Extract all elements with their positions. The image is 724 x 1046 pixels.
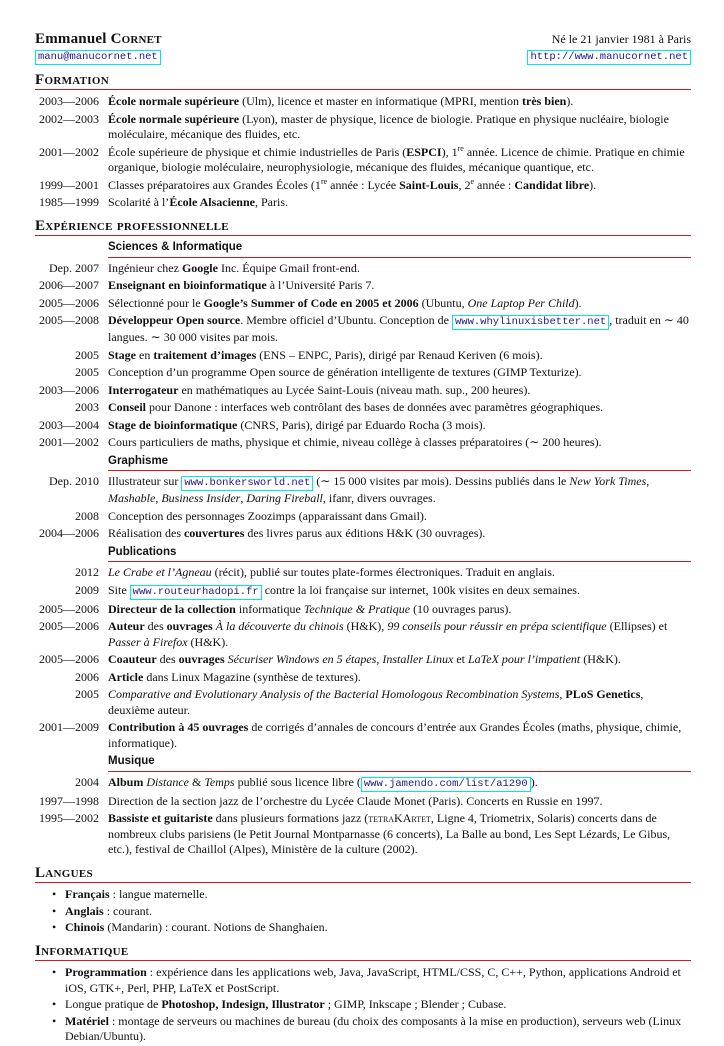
text-segment: dans plusieurs formations jazz ( <box>212 811 369 825</box>
entry-row <box>35 794 691 810</box>
text-segment: année : Lycée <box>327 177 400 192</box>
entry-description <box>108 811 691 858</box>
entry-description <box>108 145 691 176</box>
entry-row <box>35 418 691 434</box>
url-link[interactable]: www.whylinuxisbetter.net <box>452 315 609 330</box>
entry-date: 2001—2009 <box>39 720 99 734</box>
bold-segment: ESPCI <box>406 144 442 159</box>
text-segment: (H&K). <box>187 634 229 649</box>
bold-segment: École normale supérieure <box>108 94 240 108</box>
entry-row <box>35 400 691 416</box>
italic-segment: Sécuriser Windows en 5 étapes, Installer Linux <box>227 652 454 666</box>
entry-description <box>108 365 691 381</box>
entry-row <box>35 509 691 525</box>
entry-date: 2005—2006 <box>39 619 99 633</box>
text-segment: et <box>453 652 468 666</box>
website-link[interactable]: http://www.manucornet.net <box>527 50 691 65</box>
text-segment: Illustrateur sur <box>108 474 182 488</box>
text-segment: Conception d’un programme Open source de génération intelligente de textures (GIMP Texturize). <box>108 365 582 379</box>
text-segment: Site <box>108 582 130 597</box>
entry-description <box>108 94 691 110</box>
bold-segment: Contribution à 45 ouvrages <box>108 720 249 734</box>
entry-date: 2008 <box>75 508 99 523</box>
superscript: re <box>457 143 464 153</box>
superscript: re <box>320 176 328 186</box>
bold-segment: École Alsacienne <box>169 195 255 209</box>
entry-description <box>108 602 691 618</box>
url-link[interactable]: www.jamendo.com/list/a1290 <box>361 777 531 792</box>
entry-date: 2004—2006 <box>39 526 99 540</box>
langues-list <box>35 887 691 936</box>
text-segment: (Ellipses) et <box>606 619 668 633</box>
bold-segment: ouvrages <box>178 652 225 666</box>
entry-row <box>35 687 691 718</box>
text-segment: Inc. Équipe Gmail front-end. <box>217 260 360 275</box>
informatique-list <box>35 965 691 1045</box>
text-segment: (H&K). <box>580 652 621 666</box>
text-segment: (Mandarin) : courant. Notions de Shanghaien. <box>104 920 328 934</box>
section-langues: Langues <box>35 866 691 884</box>
italic-segment: Passer à Firefox <box>108 634 188 649</box>
italic-segment: LaTeX pour l’impatient <box>468 652 581 666</box>
subsection-publications: Publications <box>108 545 691 563</box>
entry-row <box>35 178 691 194</box>
text-segment: , Ligne 4, Triometrix, Solaris) concerts dans de nombreux clubs parisiens (le Petit Journal Montparnasse (6 concerts), La Balle au bond, Les Sept Lézards, Le Gibus, etc.), festival de Chaillol (Alpes), Ministère de la culture (2002). <box>108 811 671 856</box>
bold-segment: École normale supérieure <box>108 111 240 126</box>
superscript: e <box>470 176 475 186</box>
entry-row <box>35 313 691 346</box>
entry-date: Dep. 2010 <box>49 474 99 488</box>
entry-description <box>108 565 691 581</box>
text-segment: : expérience dans les applications web, Java, JavaScript, HTML/CSS, C, C++, Python, applications Android et iOS, GTK+, Perl, PHP, LaTeX et PostScript. <box>65 965 681 995</box>
entry-description <box>108 278 691 294</box>
entry-description <box>108 775 691 792</box>
entry-date: 2005—2006 <box>39 601 99 616</box>
bold-segment: Interrogateur <box>108 382 179 397</box>
entry-row <box>35 526 691 542</box>
text-segment: , Paris. <box>254 195 288 209</box>
list-item <box>65 887 691 903</box>
text-segment: (CNRS, Paris), dirigé par Eduardo Rocha (3 mois). <box>237 417 486 432</box>
entry-date: 2012 <box>75 565 99 579</box>
text-segment: . Membre officiel d’Ubuntu. Conception de <box>240 313 452 327</box>
entry-date: 2003—2006 <box>39 94 99 108</box>
entry-date: Dep. 2007 <box>49 260 99 275</box>
entry-date: 2003—2004 <box>39 417 99 432</box>
text-segment: ). <box>530 774 538 789</box>
italic-segment: 99 conseils pour réussir en prépa scientifique <box>387 619 607 633</box>
entry-date: 2001—2002 <box>39 144 99 159</box>
entry-description <box>108 348 691 364</box>
bold-segment: Anglais <box>65 903 104 918</box>
text-segment: en <box>136 347 154 362</box>
cv-page <box>35 32 691 1046</box>
entry-description <box>108 619 691 650</box>
text-segment: des <box>144 619 167 633</box>
text-segment: des livres parus aux éditions H&K (30 ouvrages). <box>244 526 486 540</box>
italic-segment: Business Insider <box>161 491 241 505</box>
section-informatique: Informatique <box>35 944 691 962</box>
entry-row <box>35 474 691 507</box>
bold-segment: Coauteur <box>108 652 157 666</box>
text-segment: ; GIMP, Inkscape ; Blender ; Cubase. <box>324 997 507 1011</box>
entry-row <box>35 94 691 110</box>
entry-row <box>35 583 691 600</box>
entry-description <box>108 418 691 434</box>
url-link[interactable]: www.bonkersworld.net <box>181 476 313 491</box>
text-segment: ). <box>589 177 597 192</box>
bold-segment: Stage <box>108 347 136 362</box>
italic-segment: Comparative and Evolutionary Analysis of the Bacterial Homologous Recombination Systems <box>108 687 560 701</box>
entry-row <box>35 278 691 294</box>
entry-date: 2005 <box>75 687 99 701</box>
text-segment: , traduit en ∼ 40 langues. ∼ 30 000 visites par mois. <box>108 313 689 344</box>
list-item <box>65 920 691 936</box>
section-experience: Expérience professionnelle <box>35 219 691 237</box>
text-segment: , <box>240 491 247 505</box>
entry-description <box>108 670 691 686</box>
text-segment: ). <box>566 94 574 108</box>
text-segment: (Lyon), master de physique, licence de biologie. Pratique en physique nucléaire, biologie moléculaire, mécanique des fluides, etc. <box>108 111 669 141</box>
list-item <box>65 997 691 1013</box>
entry-description <box>108 526 691 542</box>
text-segment: École supérieure de physique et chimie industrielles de Paris ( <box>108 144 407 159</box>
text-segment: , deuxième auteur. <box>108 687 644 717</box>
entry-description <box>108 383 691 399</box>
text-segment: des <box>156 652 179 666</box>
entry-description <box>108 794 691 810</box>
text-segment: (ENS – ENPC, Paris), dirigé par Renaud Keriven (6 mois). <box>256 347 543 362</box>
text-segment: , ifanr, divers ouvrages. <box>322 491 436 505</box>
entry-date: 2001—2002 <box>39 435 99 449</box>
entry-description <box>108 261 691 277</box>
list-item <box>65 904 691 920</box>
text-segment: : langue maternelle. <box>109 887 208 901</box>
bold-segment: Conseil <box>108 400 147 414</box>
italic-segment: One Laptop Per Child <box>467 295 575 310</box>
entry-row <box>35 383 691 399</box>
entry-description <box>108 509 691 525</box>
entry-row <box>35 720 691 751</box>
entry-description <box>108 112 691 143</box>
section-formation: Formation <box>35 73 691 91</box>
entry-description <box>108 313 691 346</box>
entry-row <box>35 602 691 618</box>
text-segment: contre la loi française sur internet, 100k visites en deux semaines. <box>261 582 580 597</box>
text-segment: Cours particuliers de maths, physique et chimie, niveau collège à classes préparatoires (∼ 200 heures). <box>108 435 602 449</box>
entry-description <box>108 195 691 211</box>
first-name: Emmanuel <box>35 31 107 47</box>
smallcaps-segment: tetraKArtet <box>368 811 431 825</box>
entry-date: 2005—2006 <box>39 295 99 310</box>
entry-description <box>108 583 691 600</box>
email-link[interactable]: manu@manucornet.net <box>35 50 161 65</box>
list-item <box>65 1014 691 1045</box>
entry-description <box>108 652 691 668</box>
text-segment: (10 ouvrages parus). <box>410 601 512 616</box>
last-name: Cornet <box>110 31 162 47</box>
graphisme-list <box>35 474 691 542</box>
text-segment: de corrigés d’annales de concours d’entrée aux Grandes Écoles (maths, physique, chimie, informatique). <box>108 720 682 750</box>
bold-segment: Directeur de la collection <box>108 601 236 616</box>
entry-date: 2006 <box>75 669 99 684</box>
text-segment: Conception des personnages Zoozimps (apparaissant dans Gmail). <box>108 508 427 523</box>
bold-segment: Candidat libre <box>514 177 590 192</box>
text-segment: (récit), publié sur toutes plate-formes électroniques. Traduit en anglais. <box>211 565 555 579</box>
italic-segment: Technique & Pratique <box>303 601 411 616</box>
entry-date: 1995—2002 <box>39 811 99 825</box>
bold-segment: très bien <box>522 94 567 108</box>
italic-segment: New York Times <box>569 474 647 488</box>
bold-segment: traitement d’images <box>153 347 257 362</box>
text-segment: Réalisation des <box>108 526 184 540</box>
entry-date: 2005—2006 <box>39 652 99 666</box>
entry-description <box>108 178 691 194</box>
bold-segment: Bassiste et guitariste <box>108 811 213 825</box>
entry-row <box>35 145 691 176</box>
bold-segment: Album <box>108 774 144 789</box>
entry-date: 1999—2001 <box>39 177 99 192</box>
italic-segment: À la découverte du chinois <box>215 619 344 633</box>
text-segment: informatique <box>235 601 304 616</box>
entry-date: 2009 <box>75 582 99 597</box>
entry-row <box>35 775 691 792</box>
text-segment: en mathématiques au Lycée Saint-Louis (niveau math. sup., 200 heures). <box>178 382 531 397</box>
text-segment: (Ulm), licence et master en informatique (MPRI, mention <box>239 94 523 108</box>
list-item <box>65 965 691 996</box>
entry-description <box>108 474 691 507</box>
entry-row <box>35 195 691 211</box>
bold-segment: Chinois <box>65 920 105 934</box>
text-segment: pour Danone : interfaces web contrôlant des bases de données avec paramètres géographiques. <box>146 400 604 414</box>
musique-list <box>35 775 691 858</box>
bold-segment: Google <box>181 260 218 275</box>
entry-description <box>108 720 691 751</box>
bold-segment: Stage de bioinformatique <box>108 417 238 432</box>
publications-list <box>35 565 691 751</box>
bold-segment: Développeur Open source <box>108 313 241 327</box>
text-segment: , 2 <box>458 177 471 192</box>
bold-segment: Photoshop, Indesign, Illustrator <box>161 997 325 1011</box>
italic-segment: Mashable <box>108 491 156 505</box>
entry-row <box>35 365 691 381</box>
entry-date: 2004 <box>75 774 99 789</box>
bold-segment: Matériel <box>65 1013 109 1028</box>
text-segment: Scolarité à l’ <box>108 195 170 209</box>
text-segment: , <box>646 474 650 488</box>
text-segment: Longue pratique de <box>65 997 162 1011</box>
entry-date: 2005 <box>75 347 99 362</box>
entry-row <box>35 261 691 277</box>
person-name <box>35 32 162 48</box>
bold-segment: Programmation <box>65 965 147 979</box>
text-segment: (H&K), <box>343 619 388 633</box>
text-segment: Sélectionné pour le <box>108 295 204 310</box>
entry-date: 1997—1998 <box>39 793 99 808</box>
header-row-2 <box>35 50 691 65</box>
entry-row <box>35 348 691 364</box>
entry-description <box>108 435 691 451</box>
text-segment: Direction de la section jazz de l’orchestre du Lycée Claude Monet (Paris). Concerts en Russie en 1997. <box>108 793 603 808</box>
text-segment: : courant. <box>103 903 153 918</box>
entry-row <box>35 619 691 650</box>
italic-segment: Le Crabe et l’Agneau <box>108 565 212 579</box>
entry-date: 2005 <box>75 365 99 379</box>
entry-description <box>108 687 691 718</box>
text-segment: : montage de serveurs ou machines de bureau (du choix des composants à la mise en production), serveurs web (Linux Debian/Ubuntu). <box>65 1013 682 1043</box>
birth-info: Né le 21 janvier 1981 à Paris <box>551 32 691 46</box>
entry-row <box>35 296 691 312</box>
text-segment: publié sous licence libre ( <box>234 774 361 789</box>
entry-date: 2003 <box>75 400 99 414</box>
bold-segment: Saint-Louis <box>399 177 459 192</box>
formation-list <box>35 94 691 211</box>
bold-segment: Auteur <box>108 619 145 633</box>
subsection-sciences: Sciences & Informatique <box>108 240 691 258</box>
entry-date: 1985—1999 <box>39 195 99 209</box>
entry-row <box>35 565 691 581</box>
entry-description <box>108 400 691 416</box>
entry-row <box>35 811 691 858</box>
subsection-musique: Musique <box>108 754 691 772</box>
bold-segment: Google’s Summer of Code en 2005 et 2006 <box>203 295 419 310</box>
sciences-list <box>35 261 691 451</box>
entry-date: 2005—2008 <box>39 313 99 327</box>
entry-row <box>35 112 691 143</box>
url-link[interactable]: www.routeurhadopi.fr <box>130 585 262 600</box>
text-segment: dans Linux Magazine (synthèse de textures). <box>143 669 361 684</box>
bold-segment: ouvrages <box>166 619 213 633</box>
entry-description <box>108 296 691 312</box>
entry-row <box>35 652 691 668</box>
text-segment: , <box>559 687 566 701</box>
subsection-graphisme: Graphisme <box>108 454 691 472</box>
entry-row <box>35 435 691 451</box>
text-segment: Ingénieur chez <box>108 260 182 275</box>
text-segment: à l’Université Paris 7. <box>266 278 375 292</box>
text-segment: année : <box>474 177 515 192</box>
entry-row <box>35 670 691 686</box>
text-segment: & <box>189 774 205 789</box>
bold-segment: couvertures <box>183 526 245 540</box>
text-segment: Classes préparatoires aux Grandes Écoles (1 <box>108 177 321 192</box>
text-segment: année. Licence de chimie. Pratique en chimie organique, biologie moléculaire, neurophysiologie, mécanique des fluides, mécanique quantique, etc. <box>108 144 685 174</box>
entry-date: 2006—2007 <box>39 278 99 292</box>
text-segment: , <box>155 491 162 505</box>
text-segment: ), 1 <box>441 144 458 159</box>
italic-segment: Temps <box>204 774 235 789</box>
entry-date: 2003—2006 <box>39 382 99 397</box>
text-segment: (∼ 15 000 visites par mois). Dessins publiés dans le <box>313 474 570 488</box>
header-row-1 <box>35 32 691 48</box>
text-segment: (Ubuntu, <box>418 295 468 310</box>
italic-segment: Daring Fireball <box>246 491 323 505</box>
text-segment: ). <box>574 295 582 310</box>
bold-segment: PLoS Genetics <box>565 687 641 701</box>
bold-segment: Article <box>108 669 144 684</box>
bold-segment: Enseignant en bioinformatique <box>108 278 267 292</box>
entry-date: 2002—2003 <box>39 111 99 126</box>
italic-segment: Distance <box>146 774 189 789</box>
bold-segment: Français <box>65 887 110 901</box>
